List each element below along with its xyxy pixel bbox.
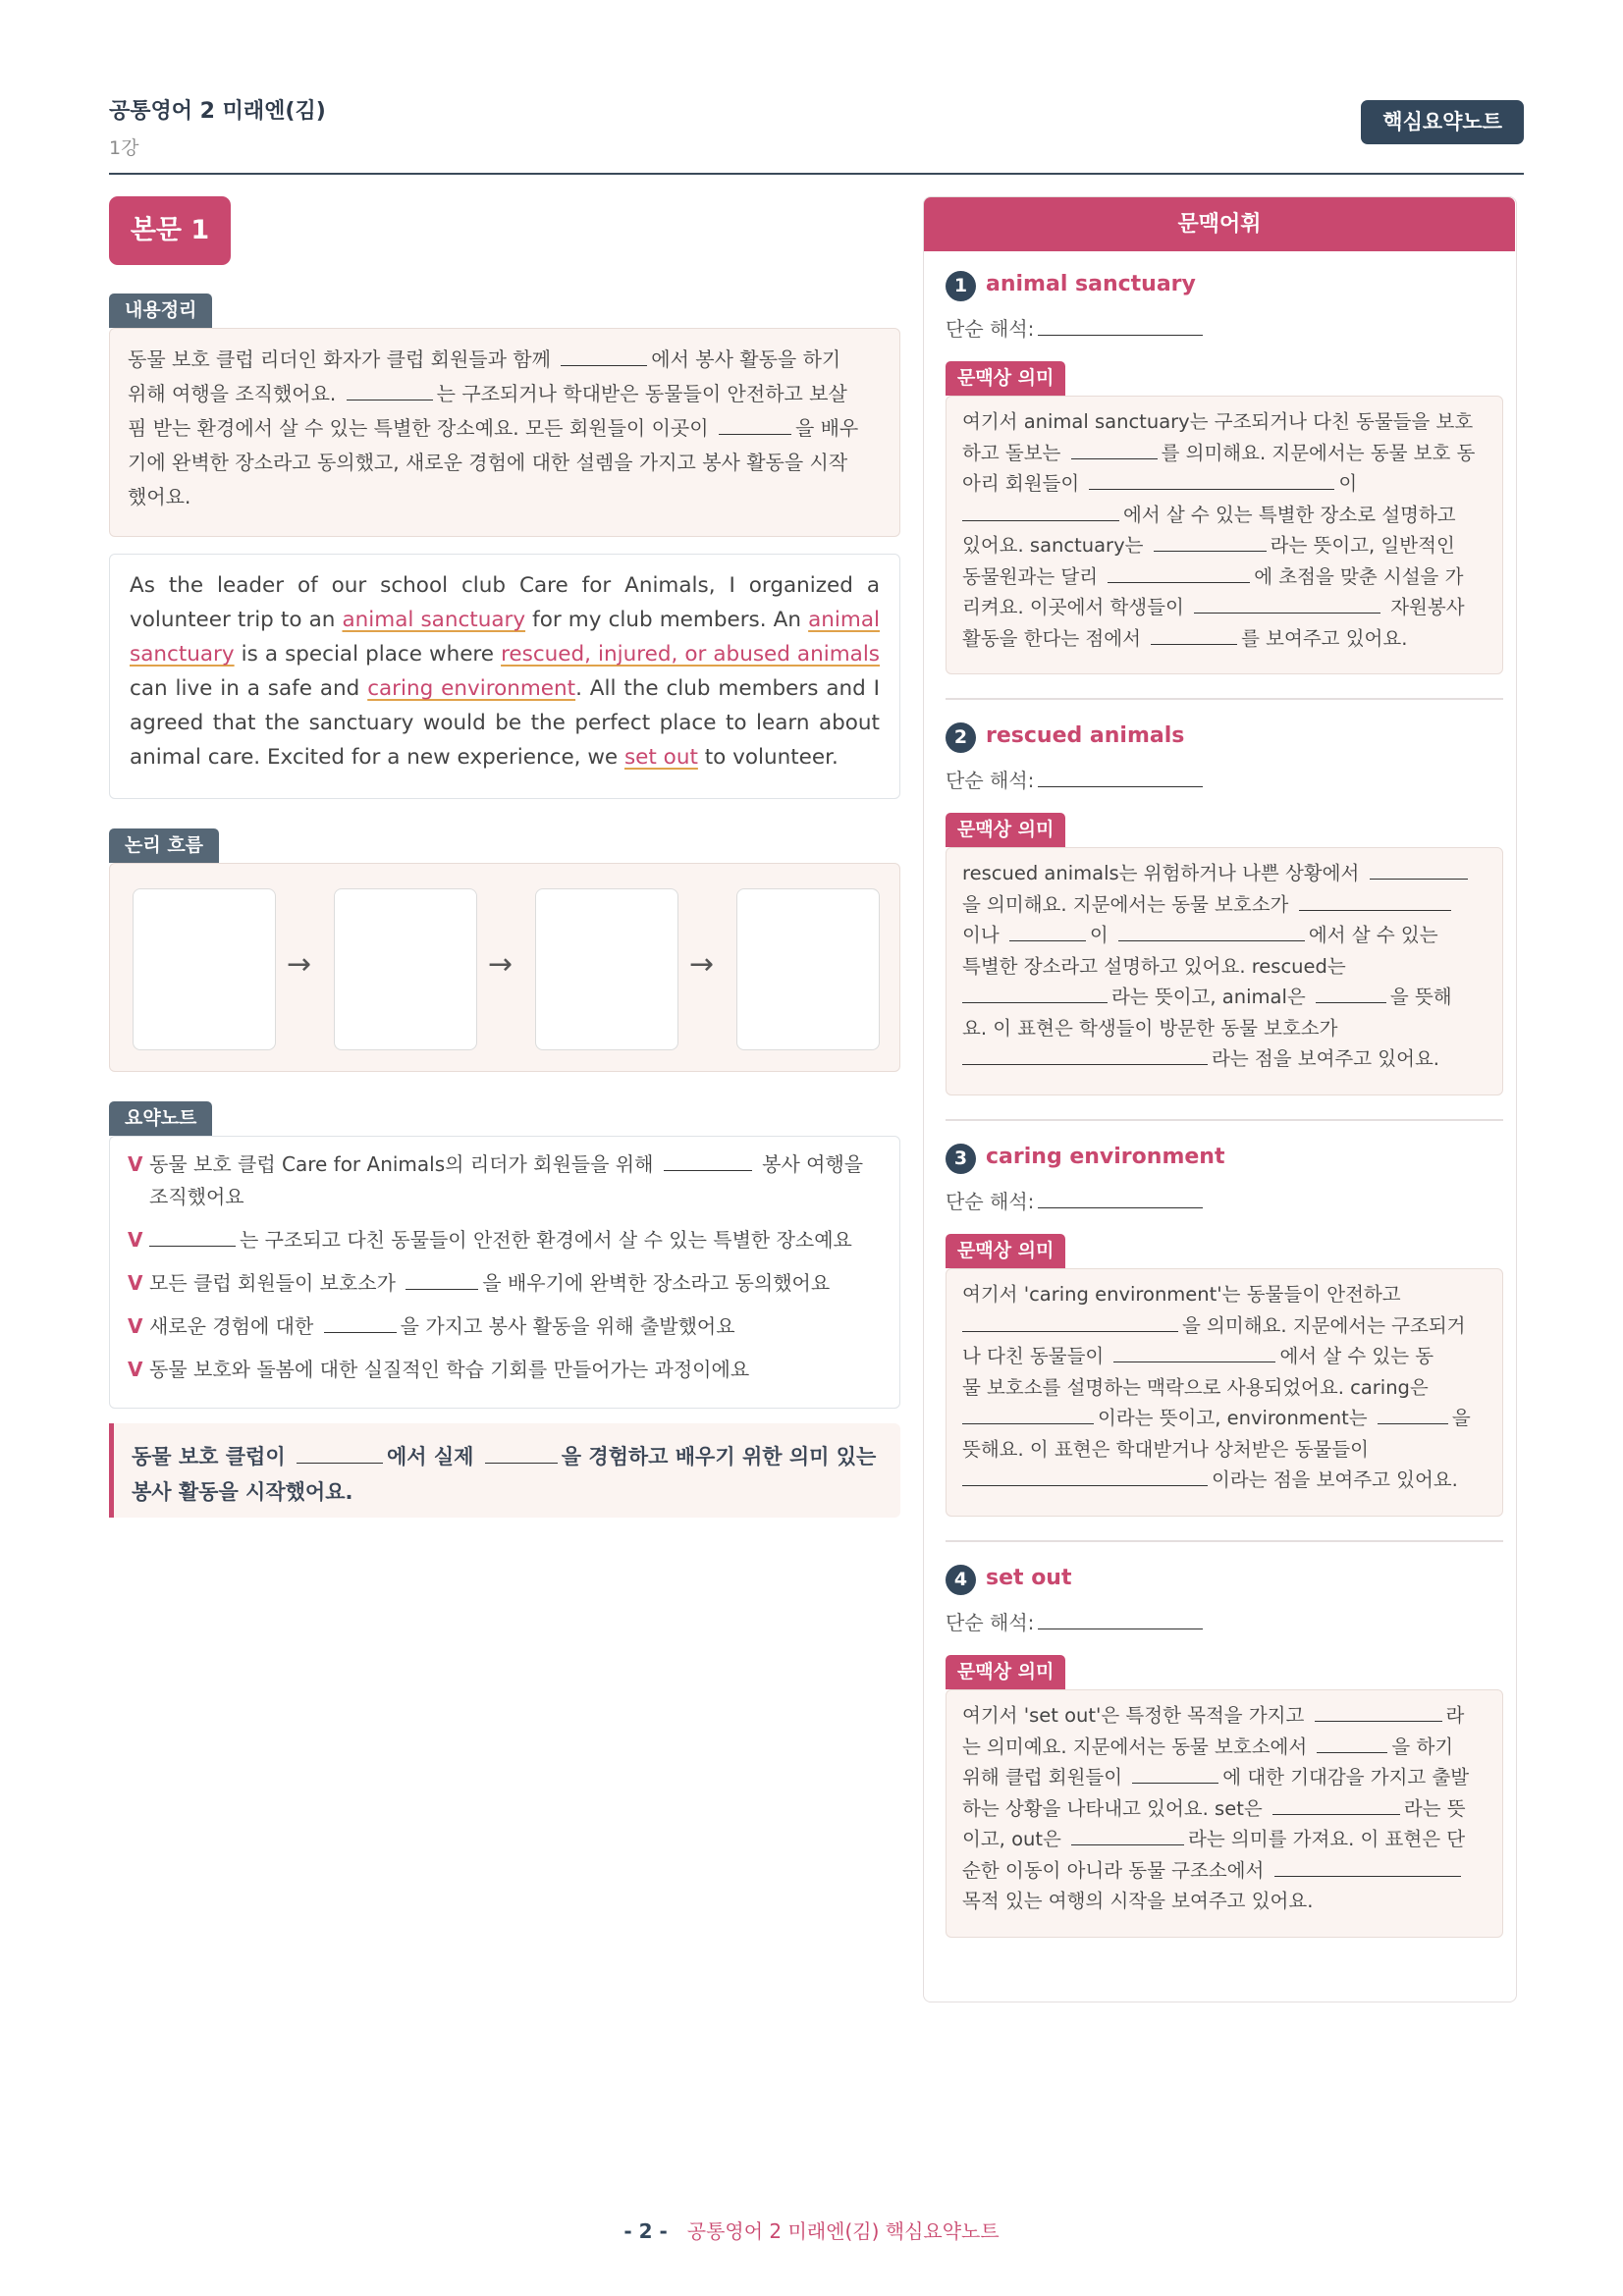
context-text: 을 의미해요. 지문에서는 동물 보호소가 xyxy=(962,892,1295,916)
summary-text-run: 을 배우 xyxy=(794,416,859,440)
context-text: 에서 살 수 있는 xyxy=(1308,924,1438,946)
blank xyxy=(1370,858,1468,880)
context-text: 리켜요. 이곳에서 학생들이 xyxy=(962,596,1191,618)
context-box xyxy=(946,1268,1503,1517)
context-line xyxy=(962,468,1487,500)
context-text: 을 하기 xyxy=(1391,1735,1454,1758)
context-text: 동물원과는 달리 xyxy=(962,564,1105,588)
simple-label: 단순 해석: xyxy=(946,317,1035,341)
context-text: rescued animals는 위험하거나 나쁜 상황에서 xyxy=(962,862,1366,884)
context-line xyxy=(962,920,1487,951)
item-text: 봉사 여행을 xyxy=(755,1152,864,1176)
blank xyxy=(1113,1341,1275,1362)
simple-label: 단순 해석: xyxy=(946,1611,1035,1634)
page-footer xyxy=(0,2216,1623,2244)
context-tag: 문맥상 의미 xyxy=(946,1234,1065,1268)
item-text: 동물 보호와 돌봄에 대한 실질적인 학습 기회를 만들어가는 과정이에요 xyxy=(149,1358,750,1381)
item-text: 을 배우기에 완벽한 장소라고 동의했어요 xyxy=(482,1271,831,1295)
context-text: 라는 뜻이고, animal은 xyxy=(1111,986,1312,1008)
check-icon: V xyxy=(128,1228,143,1252)
callout-text: 을 경험하고 배우기 위한 의미 있는 xyxy=(561,1445,877,1468)
context-line xyxy=(962,530,1487,561)
context-line: 물 보호소를 설명하는 맥락으로 사용되었어요. caring은 xyxy=(962,1375,1429,1399)
simple-meaning xyxy=(946,1186,1207,1214)
vocab-term: rescued animals xyxy=(986,723,1185,748)
highlight-caring-environment: caring environment xyxy=(367,676,576,701)
context-text: 를 보여주고 있어요. xyxy=(1241,626,1408,650)
blank xyxy=(1316,982,1386,1003)
arrow-icon: → xyxy=(488,947,514,982)
callout-line xyxy=(132,1439,883,1474)
context-text: 이고, out은 xyxy=(962,1828,1068,1850)
item-text: 조직했어요 xyxy=(149,1185,244,1208)
context-line xyxy=(962,1043,1487,1075)
list-item xyxy=(128,1354,892,1386)
context-text: 라 xyxy=(1445,1704,1465,1727)
item-text: 새로운 경험에 대한 xyxy=(149,1314,320,1338)
context-line xyxy=(962,1762,1487,1793)
context-line: 뜻해요. 이 표현은 학대받거나 상처받은 동물들이 xyxy=(962,1437,1369,1461)
item-number-badge: 3 xyxy=(946,1144,976,1174)
blank xyxy=(1089,468,1334,490)
context-text: 을 의미해요. 지문에서는 구조되거 xyxy=(1182,1313,1466,1337)
blank xyxy=(1132,1762,1218,1784)
blank xyxy=(1194,592,1380,614)
context-text: 에서 살 수 있는 특별한 장소로 설명하고 xyxy=(1123,503,1456,526)
simple-meaning xyxy=(946,765,1207,793)
item-number-badge: 2 xyxy=(946,722,976,753)
context-line xyxy=(962,1855,1487,1887)
flow-step-2[interactable] xyxy=(334,888,477,1050)
context-line xyxy=(962,1465,1487,1496)
blank xyxy=(962,500,1119,521)
summary-text-run: 위해 여행을 조직했어요. xyxy=(128,382,343,405)
context-tag: 문맥상 의미 xyxy=(946,813,1065,847)
context-line xyxy=(962,561,1487,593)
blank xyxy=(347,379,433,400)
list-item xyxy=(128,1310,892,1343)
arrow-icon: → xyxy=(689,947,715,982)
passage-text: to volunteer. xyxy=(697,745,839,770)
blank xyxy=(1009,920,1086,941)
blank xyxy=(1108,561,1250,583)
vocab-term: animal sanctuary xyxy=(986,272,1196,296)
context-text: 라는 의미를 가져요. 이 표현은 단 xyxy=(1188,1828,1466,1850)
summary-text-run: 에서 봉사 활동을 하기 xyxy=(651,347,841,371)
list-item xyxy=(128,1267,892,1300)
context-text: 을 xyxy=(1451,1407,1471,1429)
callout-line: 봉사 활동을 시작했어요. xyxy=(132,1480,353,1504)
context-line: 목적 있는 여행의 시작을 보여주고 있어요. xyxy=(962,1890,1314,1912)
arrow-icon: → xyxy=(287,947,312,982)
passage-text: As the leader of our school club Care for Animals, I organized a volunteer trip to an xyxy=(130,573,880,632)
summary-text xyxy=(110,329,899,528)
context-text: 활동을 한다는 점에서 xyxy=(962,626,1148,650)
blank xyxy=(561,345,647,366)
summary-text-run: 핌 받는 환경에서 살 수 있는 특별한 장소예요. 모든 회원들이 이곳이 xyxy=(128,416,715,440)
context-text: 이 xyxy=(1338,472,1358,495)
summary-line xyxy=(128,411,882,446)
list-item xyxy=(128,1224,892,1256)
blank xyxy=(297,1442,383,1464)
vocab-term: set out xyxy=(986,1566,1072,1590)
vocab-panel xyxy=(923,196,1517,2002)
summary-tag: 내용정리 xyxy=(109,294,212,328)
context-text: 에 초점을 맞춘 시설을 가 xyxy=(1254,564,1464,588)
context-line xyxy=(962,500,1487,531)
summary-note-tag: 요약노트 xyxy=(109,1101,212,1136)
callout-text: 에서 실제 xyxy=(386,1445,481,1468)
english-passage xyxy=(110,555,899,788)
blank xyxy=(1071,1824,1184,1845)
context-line xyxy=(962,1700,1487,1732)
context-text: 라는 뜻 xyxy=(1403,1796,1466,1820)
check-icon: V xyxy=(128,1152,143,1176)
item-divider xyxy=(946,698,1503,700)
list-item xyxy=(128,1148,892,1213)
passage-text: for my club members. An xyxy=(525,608,809,632)
note-type-badge: 핵심요약노트 xyxy=(1361,100,1524,144)
item-number-badge: 1 xyxy=(946,271,976,301)
blank xyxy=(324,1311,397,1333)
context-box xyxy=(946,847,1503,1095)
item-divider xyxy=(946,1119,1503,1121)
context-tag: 문맥상 의미 xyxy=(946,1655,1065,1689)
key-summary-callout xyxy=(109,1423,900,1518)
context-box xyxy=(946,396,1503,674)
item-text: 는 구조되고 다친 동물들이 안전한 환경에서 살 수 있는 특별한 장소예요 xyxy=(240,1228,852,1252)
blank xyxy=(1299,889,1451,911)
context-line xyxy=(962,1310,1487,1342)
highlight-animal-sanctuary: animal sanctuary xyxy=(130,608,880,667)
lesson-label: 1강 xyxy=(109,137,139,159)
context-box xyxy=(946,1689,1503,1938)
blank xyxy=(406,1268,478,1290)
vocab-term: caring environment xyxy=(986,1145,1225,1169)
header-divider xyxy=(109,173,1524,175)
context-text: 여기서 'set out'은 특정한 목적을 가지고 xyxy=(962,1704,1311,1727)
context-text: 에 대한 기대감을 가지고 출발 xyxy=(1222,1766,1470,1789)
context-text: 라는 점을 보여주고 있어요. xyxy=(1212,1047,1440,1070)
summary-line xyxy=(128,343,882,377)
item-text: 을 가지고 봉사 활동을 위해 출발했어요 xyxy=(400,1314,735,1338)
blank xyxy=(1317,1732,1387,1753)
summary-line: 했어요. xyxy=(128,485,191,508)
context-line xyxy=(962,592,1487,623)
blank xyxy=(1378,1403,1448,1424)
simple-meaning xyxy=(946,313,1207,342)
blank xyxy=(1038,766,1203,787)
blank xyxy=(1118,920,1305,941)
page-number: - 2 - xyxy=(623,2219,668,2243)
blank xyxy=(1151,623,1237,645)
flow-step-4[interactable] xyxy=(736,888,880,1050)
document-title: 공통영어 2 미래엔(김) xyxy=(109,99,326,124)
item-text: 모든 클럽 회원들이 보호소가 xyxy=(149,1271,403,1295)
context-text: 이나 xyxy=(962,924,1005,946)
highlight-rescued-animals: rescued, injured, or abused animals xyxy=(501,642,880,667)
context-text: 하고 돌보는 xyxy=(962,441,1067,464)
blank xyxy=(1038,1187,1203,1208)
check-icon: V xyxy=(128,1271,143,1295)
blank xyxy=(1315,1700,1442,1722)
simple-meaning xyxy=(946,1607,1207,1635)
context-line: 여기서 'caring environment'는 동물들이 안전하고 xyxy=(962,1283,1401,1306)
flow-step-1[interactable] xyxy=(133,888,276,1050)
flow-step-3[interactable] xyxy=(535,888,678,1050)
check-icon: V xyxy=(128,1358,143,1381)
blank xyxy=(962,1043,1208,1065)
context-line xyxy=(962,1793,1487,1825)
blank xyxy=(962,1403,1094,1424)
blank xyxy=(962,982,1108,1003)
context-text: 에서 살 수 있는 동 xyxy=(1279,1345,1434,1367)
context-text: 나 다친 동물들이 xyxy=(962,1345,1110,1367)
context-line xyxy=(962,1732,1487,1763)
blank xyxy=(1038,1608,1203,1629)
blank xyxy=(485,1442,558,1464)
blank xyxy=(1038,314,1203,336)
context-text: 를 의미해요. 지문에서는 동물 보호 동 xyxy=(1161,441,1476,464)
item-text: 동물 보호 클럽 Care for Animals의 리더가 회원들을 위해 xyxy=(149,1152,660,1176)
context-line: 특별한 장소라고 설명하고 있어요. rescued는 xyxy=(962,954,1346,978)
simple-label: 단순 해석: xyxy=(946,1190,1035,1213)
context-line xyxy=(962,982,1487,1013)
blank xyxy=(1274,1855,1461,1877)
blank xyxy=(719,413,791,435)
callout-text: 동물 보호 클럽이 xyxy=(132,1445,293,1468)
blank xyxy=(1154,530,1267,552)
vocab-panel-title: 문맥어휘 xyxy=(924,197,1515,251)
context-text: 하는 상황을 나타내고 있어요. set은 xyxy=(962,1796,1269,1820)
passage-text: . All the club members and I agreed that the sanctuary would be the perfect place to learn about animal care. Excited for a new experience, we xyxy=(130,676,880,770)
context-text: 이라는 뜻이고, environment는 xyxy=(1098,1407,1374,1429)
passage-text: can live in a safe and xyxy=(130,676,368,701)
passage-text: is a special place where xyxy=(234,642,502,667)
section-tab: 본문 1 xyxy=(109,196,231,265)
context-line xyxy=(962,1403,1487,1434)
summary-note-list xyxy=(128,1148,892,1397)
logic-flow-tag: 논리 흐름 xyxy=(109,828,219,863)
context-text: 순한 이동이 아니라 동물 구조소에서 xyxy=(962,1858,1271,1882)
footer-text: 공통영어 2 미래엔(김) 핵심요약노트 xyxy=(686,2219,1000,2243)
context-line: 요. 이 표현은 학생들이 방문한 동물 보호소가 xyxy=(962,1016,1338,1040)
english-passage-box xyxy=(109,554,900,799)
context-text: 위해 클럽 회원들이 xyxy=(962,1766,1129,1789)
summary-line xyxy=(128,377,882,411)
context-text: 는 의미예요. 지문에서는 동물 보호소에서 xyxy=(962,1735,1314,1758)
context-text: 있어요. sanctuary는 xyxy=(962,534,1150,557)
context-line xyxy=(962,1341,1487,1372)
context-line xyxy=(962,623,1487,655)
context-text: 아리 회원들이 xyxy=(962,472,1086,495)
context-line xyxy=(962,858,1487,889)
summary-box xyxy=(109,328,900,537)
blank xyxy=(1272,1793,1400,1815)
context-text: 이 xyxy=(1089,924,1114,946)
blank xyxy=(149,1225,236,1247)
summary-text-run: 동물 보호 클럽 리더인 화자가 클럽 회원들과 함께 xyxy=(128,347,558,371)
context-tag: 문맥상 의미 xyxy=(946,361,1065,396)
context-line xyxy=(962,1824,1487,1855)
blank xyxy=(962,1310,1178,1332)
highlight-set-out: set out xyxy=(623,745,698,770)
simple-label: 단순 해석: xyxy=(946,769,1035,792)
context-line: 여기서 animal sanctuary는 구조되거나 다친 동물들을 보호 xyxy=(962,410,1474,433)
context-text: 을 뜻해 xyxy=(1389,986,1452,1008)
check-icon: V xyxy=(128,1314,143,1338)
context-text: 라는 뜻이고, 일반적인 xyxy=(1270,534,1455,557)
summary-line: 기에 완벽한 장소라고 동의했고, 새로운 경험에 대한 설렘을 가지고 봉사 활동을 시작 xyxy=(128,451,848,474)
context-text: 이라는 점을 보여주고 있어요. xyxy=(1212,1468,1458,1491)
highlight-animal-sanctuary: animal sanctuary xyxy=(342,608,526,632)
context-line xyxy=(962,438,1487,469)
context-line xyxy=(962,889,1487,921)
blank xyxy=(962,1465,1208,1486)
item-number-badge: 4 xyxy=(946,1565,976,1595)
context-text: 자원봉사 xyxy=(1384,596,1465,618)
blank xyxy=(1071,438,1158,459)
item-divider xyxy=(946,1540,1503,1542)
summary-text-run: 는 구조되거나 학대받은 동물들이 안전하고 보살 xyxy=(436,382,847,405)
blank xyxy=(664,1149,752,1171)
